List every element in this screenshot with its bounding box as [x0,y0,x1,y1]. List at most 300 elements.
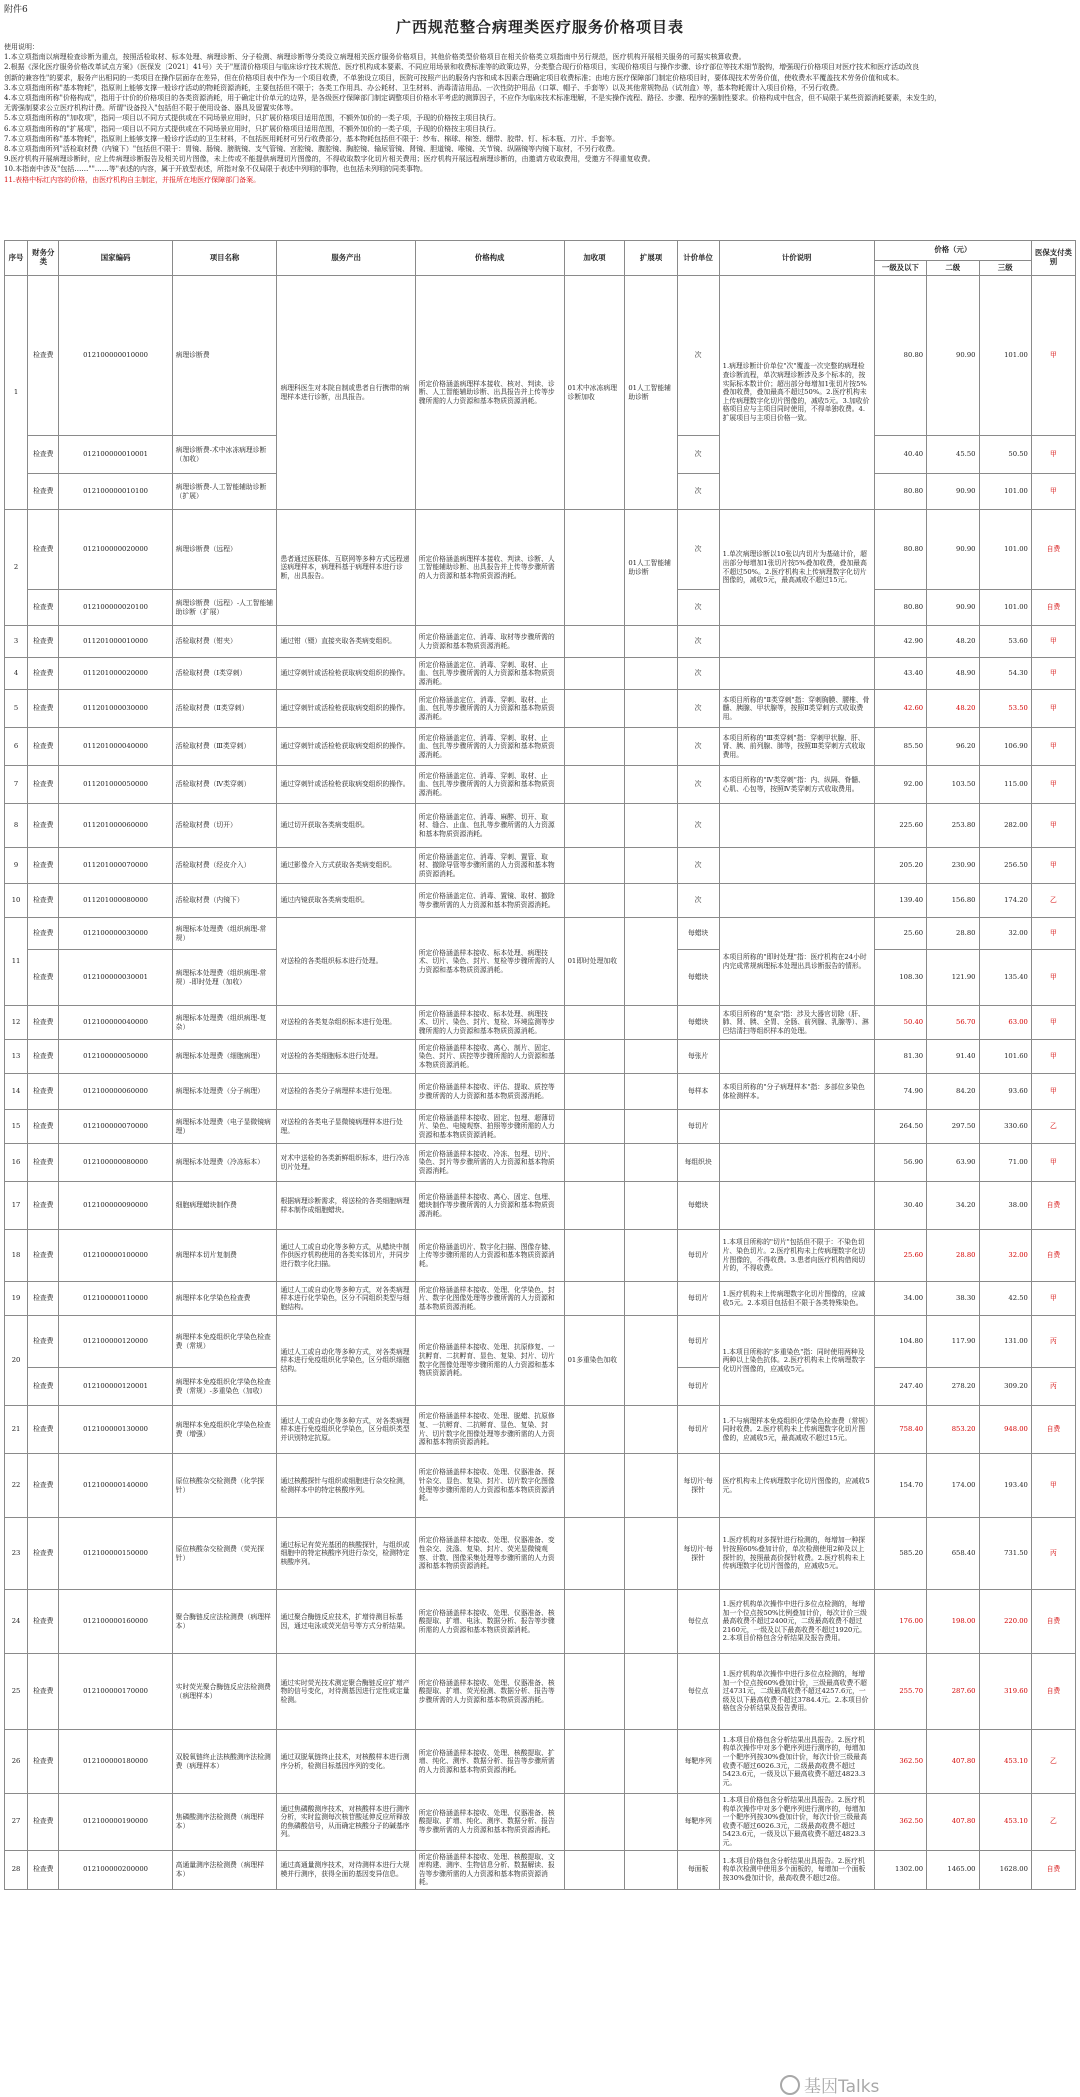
cell-code: 011201000070000 [59,848,172,884]
cell-p2: 28.80 [927,1230,979,1282]
cell-ext [625,1282,677,1316]
cell-p2: 84.20 [927,1074,979,1110]
cell-code: 011201000040000 [59,728,172,766]
cell-desc [719,804,874,848]
cell-seq: 23 [5,1518,28,1590]
cell-p2: 407.80 [927,1730,979,1794]
cell-name: 双脱氧链终止法核酸测序法检测费（病理样本） [172,1730,277,1794]
cell-output: 通过影像介入方式获取各类病变组织。 [277,848,415,884]
cell-p2: 156.80 [927,884,979,918]
cell-comp: 所定价格涵盖定位、消毒、穿刺、取材、止血、包扎等步骤所需的人力资源和基本物质资源消耗。 [415,658,564,690]
table-row [5,884,1076,918]
cell-seq: 26 [5,1730,28,1794]
cell-p1: 25.60 [874,1230,926,1282]
table-row [5,766,1076,804]
cell-comp: 所定价格涵盖样本接收、评估、提取、质控等步骤所需的人力资源和基本物质资源消耗。 [415,1074,564,1110]
table-row [5,1006,1076,1040]
cell-desc: 1.本项目价格包含分析结果出具报告。2.医疗机构单次检测中使用多个面板的，每增加一个面板按30%叠加计价，最高收费不超过2倍。 [719,1850,874,1889]
cell-addon [564,1230,625,1282]
cell-p2: 90.90 [927,474,979,510]
cell-desc: 1.本项目价格包含分析结果出具报告。2.医疗机构单次操作中对多个靶序列进行测序的，每增加一个靶序列按30%叠加计价，每次计价三级最高收费不超过6026.3元，二级最高收费不超过5423.6元，一级及以下最高收费不超过4823.3元。 [719,1730,874,1794]
cell-desc [719,884,874,918]
cell-name: 病理标本处理费（分子病理） [172,1074,277,1110]
cell-ins: 乙 [1031,1730,1075,1794]
cell-p1: 80.80 [874,510,926,590]
cell-addon [564,1454,625,1518]
cell-code: 012100000010100 [59,474,172,510]
table-row [5,1074,1076,1110]
table-row [5,1454,1076,1518]
cell-ins: 甲 [1031,1144,1075,1182]
cell-p3: 63.00 [979,1006,1031,1040]
cell-comp: 所定价格涵盖样本接收、处理、仪器准备、核酸提取、扩增、电泳、数据分析、报告等步骤所需的人力资源和基本物质资源消耗。 [415,1590,564,1654]
cell-output: 通过焦磷酸测序技术，对核酸样本进行测序分析，实时监测每次核苷酸延伸反应所释放的焦磷酸信号，从而确定核酸分子的碱基序列。 [277,1794,415,1851]
note-line: 6.本立项指南所称的"扩展项"，指同一项目以不同方式提供或在不同场景应用时，只扩展价格项目适用范围，不额外加价的一类子项，予现的价格按主项目执行。 [4,124,501,133]
cell-cat: 检查费 [28,1850,59,1889]
cell-p1: 25.60 [874,918,926,950]
cell-p2: 407.80 [927,1794,979,1851]
cell-desc: 1.本项目价格包含分析结果出具报告。2.医疗机构单次操作中对多个靶序列进行测序的，每增加一个靶序列按30%叠加计价，每次计价三级最高收费不超过6026.3元，二级最高收费不超过5423.6元，一级及以下最高收费不超过4823.3元。 [719,1794,874,1851]
cell-unit: 每张片 [677,1040,719,1074]
cell-ins: 丙 [1031,1368,1075,1406]
cell-ins: 甲 [1031,1040,1075,1074]
cell-unit: 每蜡块 [677,1006,719,1040]
cell-cat: 检查费 [28,728,59,766]
cell-code: 012100000070000 [59,1110,172,1144]
cell-code: 012100000060000 [59,1074,172,1110]
col-code: 国家编码 [59,241,172,276]
cell-addon [564,1074,625,1110]
cell-addon: 01术中冰冻病理诊断加收 [564,276,625,510]
cell-unit: 每面板 [677,1850,719,1889]
cell-code: 012100000030001 [59,950,172,1006]
cell-ext [625,1518,677,1590]
cell-cat: 检查费 [28,1368,59,1406]
table-row [5,848,1076,884]
cell-ext [625,1730,677,1794]
notes-body [4,52,1074,185]
cell-cat: 检查费 [28,1590,59,1654]
cell-cat: 检查费 [28,1406,59,1454]
note-line: 11.表格中标红内容的价格，由医疗机构自主制定，并报所在地医疗保障部门备案。 [4,175,261,184]
cell-cat: 检查费 [28,590,59,626]
cell-comp: 所定价格涵盖样本接收、处理、核酸提取、扩增、纯化、测序、数据分析、报告等步骤所需的人力资源和基本物质资源消耗。 [415,1730,564,1794]
cell-desc: 本项目所称的"Ⅳ类穿刺"指：内、纵隔、脊髓、心肌、心包等，按照Ⅳ类穿刺方式收取费用。 [719,766,874,804]
cell-name: 高通量测序法检测费（病理样本） [172,1850,277,1889]
cell-p1: 81.30 [874,1040,926,1074]
cell-addon [564,1654,625,1730]
cell-seq: 6 [5,728,28,766]
cell-ext [625,1230,677,1282]
table-row [5,1590,1076,1654]
cell-desc [719,1144,874,1182]
table-row [5,1282,1076,1316]
cell-unit: 每切片 [677,1368,719,1406]
cell-comp: 所定价格涵盖样本接收、离心、制片、固定、染色、封片、质控等步骤所需的人力资源和基本物质资源消耗。 [415,1040,564,1074]
cell-unit: 次 [677,590,719,626]
cell-ins: 自费 [1031,510,1075,590]
cell-code: 012100000030000 [59,918,172,950]
col-output: 服务产出 [277,241,415,276]
cell-name: 活检取材费（经皮介入） [172,848,277,884]
cell-p3: 256.50 [979,848,1031,884]
cell-ins: 甲 [1031,626,1075,658]
cell-unit: 次 [677,510,719,590]
cell-p1: 85.50 [874,728,926,766]
note-line: 创新的兼容性"的要求，服务产出相同的一类项目在操作层面存在差异，但在价格项目表中作为一个项目收费，不单独设立项目，医院可按照产出的服务内容和成本因素合理确定项目收费标准；由地方医疗保障部门制定价格项目时，要体现技术劳务价值，使收费水平覆盖技术劳务价值和成本。 [4,73,904,82]
cell-ins: 甲 [1031,728,1075,766]
cell-p1: 34.00 [874,1282,926,1316]
cell-p1: 92.00 [874,766,926,804]
cell-desc: 医疗机构未上传病理数字化切片图像的，应减收5元。 [719,1454,874,1518]
cell-cat: 检查费 [28,1182,59,1230]
cell-p1: 585.20 [874,1518,926,1590]
cell-seq: 11 [5,918,28,1006]
cell-code: 012100000010001 [59,436,172,474]
cell-ext [625,1850,677,1889]
cell-comp: 所定价格涵盖病理样本接收、核对、判读、诊断、人工智能辅助诊断、出具报告并上传等步骤所需的人力资源和基本物质资源消耗。 [415,276,564,510]
cell-name: 病理标本处理费（组织病理-常规） [172,918,277,950]
cell-addon [564,728,625,766]
cell-desc: 本项目所称的"即时处理"指：医疗机构在24小时内完成常规病理标本处理出具诊断报告的情形。 [719,918,874,1006]
col-desc: 计价说明 [719,241,874,276]
cell-output: 病理科医生对本院自制或患者自行携带的病理样本进行诊断，出具报告。 [277,276,415,510]
cell-addon: 01即时处理加收 [564,918,625,1006]
cell-unit: 次 [677,436,719,474]
cell-output: 根据病理诊断需求，将送检的各类细胞病理样本制作成细胞蜡块。 [277,1182,415,1230]
cell-p2: 96.20 [927,728,979,766]
cell-seq: 19 [5,1282,28,1316]
cell-desc [719,626,874,658]
cell-p2: 38.30 [927,1282,979,1316]
table-row [5,1406,1076,1454]
note-line: 无需强制要求公立医疗机构计费。所谓"设备投入"包括但不限于使用设备、器具及留置实体等。 [4,104,298,113]
table-row [5,1182,1076,1230]
cell-name: 病理样本免疫组织化学染色检查费（增强） [172,1406,277,1454]
cell-name: 病理诊断费-人工智能辅助诊断（扩展） [172,474,277,510]
cell-p3: 32.00 [979,1230,1031,1282]
cell-p2: 117.90 [927,1316,979,1368]
cell-addon [564,1850,625,1889]
cell-name: 活检取材费（Ⅲ类穿刺） [172,728,277,766]
cell-addon [564,658,625,690]
cell-code: 012100000040000 [59,1006,172,1040]
cell-seq: 14 [5,1074,28,1110]
cell-name: 活检取材费（钳夹） [172,626,277,658]
cell-ext [625,1074,677,1110]
cell-ins: 甲 [1031,1006,1075,1040]
cell-p1: 154.70 [874,1454,926,1518]
cell-addon: 01多重染色加收 [564,1316,625,1406]
cell-p2: 1465.00 [927,1850,979,1889]
cell-name: 实时荧光聚合酶链反应法检测费（病理样本） [172,1654,277,1730]
cell-cat: 检查费 [28,1230,59,1282]
cell-p3: 38.00 [979,1182,1031,1230]
cell-cat: 检查费 [28,436,59,474]
cell-unit: 次 [677,276,719,436]
cell-p1: 264.50 [874,1110,926,1144]
cell-seq: 10 [5,884,28,918]
cell-unit: 次 [677,804,719,848]
col-price-level1: 一级及以下 [874,261,926,276]
watermark [780,2072,879,2097]
col-category: 财务分类 [28,241,59,276]
cell-ins: 自费 [1031,1590,1075,1654]
cell-addon [564,1006,625,1040]
cell-unit: 每切片·每探针 [677,1454,719,1518]
cell-cat: 检查费 [28,510,59,590]
cell-p2: 90.90 [927,590,979,626]
cell-unit: 每位点 [677,1590,719,1654]
col-price-level3: 三级 [979,261,1031,276]
table-row [5,690,1076,728]
table-row [5,1794,1076,1851]
cell-cat: 检查费 [28,950,59,1006]
cell-name: 聚合酶链反应法检测费（病理样本） [172,1590,277,1654]
cell-p3: 131.00 [979,1316,1031,1368]
cell-p2: 90.90 [927,276,979,436]
cell-p3: 32.00 [979,918,1031,950]
cell-unit: 次 [677,658,719,690]
cell-seq: 12 [5,1006,28,1040]
cell-p2: 45.50 [927,436,979,474]
table-row [5,1110,1076,1144]
watermark-text: 基因Talks [804,2077,880,2097]
cell-p3: 93.60 [979,1074,1031,1110]
cell-seq: 25 [5,1654,28,1730]
cell-cat: 检查费 [28,1110,59,1144]
cell-p3: 71.00 [979,1144,1031,1182]
cell-ext [625,1006,677,1040]
cell-ins: 自费 [1031,1182,1075,1230]
cell-seq: 22 [5,1454,28,1518]
table-row [5,276,1076,436]
note-line: 3.本立项指南所称"基本物耗"，指原则上能够支撑一般诊疗活动的物耗资源消耗，主要包括但不限于；各类工作用具、办公耗材、卫生材料、消毒清洁用品、一次性防护用品（口罩、帽子、手套等）以及其他常规物品（试剂盒）等，基本物耗需计入项目价格，不另行收费。 [4,83,844,92]
cell-seq: 8 [5,804,28,848]
cell-cat: 检查费 [28,1654,59,1730]
cell-addon [564,848,625,884]
cell-desc: 1.医疗机构对多探针进行检测的，每增加一种探针按照60%叠加计价，单次检测使用2种及以上探针的，按照最高价探针收费。2.医疗机构未上传病理数字化切片图像的，应减收5元。 [719,1518,874,1590]
cell-p3: 453.10 [979,1730,1031,1794]
note-line: 5.本立项指南所称的"加收项"，指同一项目以不同方式提供或在不同场景应用时，只扩展价格项目适用范围，不额外加价的一类子项，予现的价格按主项目执行。 [4,114,501,123]
cell-p1: 247.40 [874,1368,926,1406]
cell-p2: 198.00 [927,1590,979,1654]
cell-name: 原位核酸杂交检测费（化学探针） [172,1454,277,1518]
cell-cat: 检查费 [28,658,59,690]
cell-ext [625,1144,677,1182]
table-row [5,1040,1076,1074]
cell-seq: 21 [5,1406,28,1454]
cell-seq: 24 [5,1590,28,1654]
price-table-body [5,276,1076,1890]
cell-code: 012100000140000 [59,1454,172,1518]
cell-ext [625,918,677,1006]
cell-desc: 本项目所称的"Ⅲ类穿刺"指：穿刺甲状腺、肝、肾、胰、前列腺、肺等，按照Ⅲ类穿刺方式收取费用。 [719,728,874,766]
cell-desc: 1.医疗机构单次操作中进行多位点检测的，每增加一个位点按60%叠加计价，三级最高收费不超过4731元，二级最高收费不超过4257.6元，一级及以下最高收费不超过3784.4元。2.本项目价格包含分析结果及报告费用。 [719,1654,874,1730]
cell-p1: 40.40 [874,436,926,474]
cell-name: 病理样本切片复制费 [172,1230,277,1282]
cell-p2: 853.20 [927,1406,979,1454]
cell-ext [625,626,677,658]
cell-addon [564,690,625,728]
cell-unit: 次 [677,766,719,804]
cell-seq: 17 [5,1182,28,1230]
cell-addon [564,1144,625,1182]
cell-addon [564,884,625,918]
cell-output: 通过切开获取各类病变组织。 [277,804,415,848]
cell-name: 活检取材费（内镜下） [172,884,277,918]
cell-name: 病理诊断费-术中冰冻病理诊断（加收） [172,436,277,474]
cell-desc: 1.医疗机构未上传病理数字化切片图像的，应减收5元。2.本项目包括但不限于各类特殊染色。 [719,1282,874,1316]
col-price-level2: 二级 [927,261,979,276]
cell-seq: 15 [5,1110,28,1144]
cell-addon [564,1406,625,1454]
cell-p1: 43.40 [874,658,926,690]
cell-unit: 每切片 [677,1406,719,1454]
col-price: 价格（元） [874,241,1031,261]
cell-addon [564,1040,625,1074]
cell-cat: 检查费 [28,1518,59,1590]
cell-output: 通过穿刺针或活检枪获取病变组织的操作。 [277,728,415,766]
cell-ins: 甲 [1031,1282,1075,1316]
attachment-label: 附件6 [4,5,28,15]
cell-desc: 1.医疗机构单次操作中进行多位点检测的，每增加一个位点按50%比例叠加计价，每次计价三级最高收费不超过2400元，二级最高收费不超过2160元，一级及以下最高收费不超过1920元。2.本项目价格包含分析结果及报告费用。 [719,1590,874,1654]
cell-p2: 287.60 [927,1654,979,1730]
cell-desc: 本项目所称的"Ⅱ类穿刺"指：穿刺胸膜、腰椎、骨髓、胰腺、甲状腺等，按照Ⅱ类穿刺方式收取费用。 [719,690,874,728]
cell-comp: 所定价格涵盖病理样本接收、判读、诊断、人工智能辅助诊断、出具报告并上传等步骤所需的人力资源和基本物质资源消耗。 [415,510,564,626]
cell-comp: 所定价格涵盖切片、数字化扫描、图像存储、上传等步骤所需的人力资源和基本物质资源消耗。 [415,1230,564,1282]
cell-p1: 255.70 [874,1654,926,1730]
cell-code: 012100000180000 [59,1730,172,1794]
cell-p3: 54.30 [979,658,1031,690]
note-line: 8.本立项指南所列"活检取材费（内镜下）"包括但不限于：胃镜、肠镜、膀胱镜、支气管镜、宫腔镜、腹腔镜、胸腔镜、输尿管镜、肾镜、胆道镜、喉镜、关节镜、纵隔镜等内镜下取材，不另行收费。 [4,145,620,154]
cell-ext [625,1040,677,1074]
cell-comp: 所定价格涵盖样本接收、处理、仪器准备、变性杂交、洗涤、复染、封片、荧光显微镜观察、计数、图像采集处理等步骤所需的人力资源和基本物质资源消耗。 [415,1518,564,1590]
usage-notes [4,42,1074,185]
cell-addon [564,1590,625,1654]
cell-addon [564,510,625,626]
cell-name: 病理标本处理费（电子显微镜病理） [172,1110,277,1144]
cell-p2: 63.90 [927,1144,979,1182]
cell-p1: 42.90 [874,626,926,658]
cell-p2: 48.20 [927,690,979,728]
cell-code: 012100000110000 [59,1282,172,1316]
cell-ext [625,1454,677,1518]
cell-comp: 所定价格涵盖定位、消毒、取材等步骤所需的人力资源和基本物质资源消耗。 [415,626,564,658]
cell-unit: 每切片 [677,1316,719,1368]
cell-ins: 甲 [1031,766,1075,804]
cell-code: 012100000150000 [59,1518,172,1590]
cell-output: 通过双脱氧链终止技术，对核酸样本进行测序分析，检测目标基因序列的变化。 [277,1730,415,1794]
cell-name: 病理样本化学染色检查费 [172,1282,277,1316]
cell-cat: 检查费 [28,1144,59,1182]
cell-cat: 检查费 [28,1454,59,1518]
cell-output: 通过实时荧光技术测定聚合酶链反应扩增产物的信号变化，对待测基因进行定性或定量检测。 [277,1654,415,1730]
cell-ext [625,884,677,918]
cell-desc: 1.本项目所称的"切片"包括但不限于：不染色切片、染色切片。2.医疗机构未上传病理数字化切片图像的，不得收费。3.患者向医疗机构借阅切片的，不得收费。 [719,1230,874,1282]
cell-addon [564,1282,625,1316]
cell-unit: 次 [677,690,719,728]
cell-seq: 4 [5,658,28,690]
cell-name: 病理样本免疫组织化学染色检查费（常规） [172,1316,277,1368]
cell-p1: 30.40 [874,1182,926,1230]
cell-ext [625,766,677,804]
cell-seq: 28 [5,1850,28,1889]
table-row [5,918,1076,950]
cell-seq: 18 [5,1230,28,1282]
cell-p3: 101.00 [979,474,1031,510]
cell-name: 病理标本处理费（组织病理-常规）-即时处理（加收） [172,950,277,1006]
cell-p2: 34.20 [927,1182,979,1230]
cell-desc [719,1040,874,1074]
cell-ins: 甲 [1031,950,1075,1006]
table-row [5,1654,1076,1730]
note-line: 2.根据《深化医疗服务价格改革试点方案》（医保发〔2021〕41号）关于"厘清价格项目与临床诊疗技术规范、医疗机构成本要素、不同应用场景和收费标准等的政策边界，分类整合现行价格项目，实现价格项目与操作步骤、诊疗部位等技术细节脱钩，增强现行价格项目对医疗技术和医疗活动改良 [4,63,920,72]
cell-p2: 278.20 [927,1368,979,1406]
cell-unit: 每切片·每探针 [677,1518,719,1590]
cell-p2: 56.70 [927,1006,979,1040]
cell-name: 原位核酸杂交检测费（荧光探针） [172,1518,277,1590]
cell-output: 对送检的各类细胞标本进行处理。 [277,1040,415,1074]
cell-output: 通过人工或自动化等多种方式，从蜡块中制作供医疗机构使用的各类实体切片，并同步进行数字化扫描。 [277,1230,415,1282]
col-seq: 序号 [5,241,28,276]
cell-cat: 检查费 [28,1730,59,1794]
cell-p2: 121.90 [927,950,979,1006]
cell-unit: 每样本 [677,1074,719,1110]
cell-desc: 1.病理诊断计价单位"次"覆盖一次完整的病理检查诊断流程，单次病理诊断涉及多个标本的，按实际标本数计价；超出部分每增加1张切片按5%叠加收费，叠加最高不超过50%。2.医疗机构未上传病理数字化切片图像的，减收5元。3.加收价格项目应与主项目同时使用，不得单独收费。4.扩展项目与主项目价格一致。 [719,276,874,510]
cell-p1: 1302.00 [874,1850,926,1889]
cell-seq: 27 [5,1794,28,1851]
cell-seq: 5 [5,690,28,728]
cell-ins: 自费 [1031,1230,1075,1282]
cell-p1: 74.90 [874,1074,926,1110]
cell-name: 活检取材费（Ⅳ类穿刺） [172,766,277,804]
cell-ins: 丙 [1031,1316,1075,1368]
cell-unit: 每切片 [677,1282,719,1316]
cell-cat: 检查费 [28,1316,59,1368]
cell-comp: 所定价格涵盖样本接收、离心、固定、包埋、蜡块制作等步骤所需的人力资源和基本物质资源消耗。 [415,1182,564,1230]
cell-addon [564,1794,625,1851]
cell-comp: 所定价格涵盖样本接收、标本处理、病理技术、切片、染色、封片、复检、环境监测等步骤所需的人力资源和基本物质资源消耗。 [415,1006,564,1040]
cell-addon [564,766,625,804]
cell-desc: 1.单次病理诊断以10张以内切片为基础计价，超出部分每增加1张切片按5%叠加收费，叠加最高不超过50%。2.医疗机构未上传病理数字化切片图像的，减收5元，最高减收不超过15元。 [719,510,874,626]
cell-p1: 139.40 [874,884,926,918]
price-table [4,240,1076,1890]
cell-p3: 50.50 [979,436,1031,474]
cell-p1: 80.80 [874,474,926,510]
cell-p2: 297.50 [927,1110,979,1144]
watermark-logo-icon [780,2075,800,2095]
cell-unit: 次 [677,626,719,658]
cell-comp: 所定价格涵盖样本接收、处理、仪器准备、核酸提取、扩增、纯化、测序、数据分析、报告等步骤所需的人力资源和基本物质资源消耗。 [415,1794,564,1851]
cell-desc: 本项目所称的"复杂"指：涉及大器官切除（肝、肺、肾、胰、全胃、全肠、前列腺、乳腺等）、淋巴结清扫等组织样本的处理。 [719,1006,874,1040]
cell-p3: 1628.00 [979,1850,1031,1889]
cell-comp: 所定价格涵盖样本接收、处理、核酸提取、文库构建、测序、生物信息分析、数据解读、报告等步骤所需的人力资源和基本物质资源消耗。 [415,1850,564,1889]
cell-p3: 101.00 [979,276,1031,436]
cell-ext [625,728,677,766]
cell-comp: 所定价格涵盖样本接收、处理、仪器准备、探针杂交、显色、复染、封片、切片数字化图像处理等步骤所需的人力资源和基本物质资源消耗。 [415,1454,564,1518]
cell-p2: 658.40 [927,1518,979,1590]
cell-output: 通过聚合酶链反应技术，扩增待测目标基因，通过电泳或荧光信号等方式分析结果。 [277,1590,415,1654]
cell-p3: 330.60 [979,1110,1031,1144]
cell-desc: 1.不与病理样本免疫组织化学染色检查费（常规）同时收费。2.医疗机构未上传病理数字化切片图像的，应减收5元，最高减收不超过15元。 [719,1406,874,1454]
cell-desc [719,1182,874,1230]
cell-seq: 3 [5,626,28,658]
cell-ext [625,690,677,728]
col-ext: 扩展项 [625,241,677,276]
cell-name: 病理标本处理费（冷冻标本） [172,1144,277,1182]
cell-code: 011201000010000 [59,626,172,658]
